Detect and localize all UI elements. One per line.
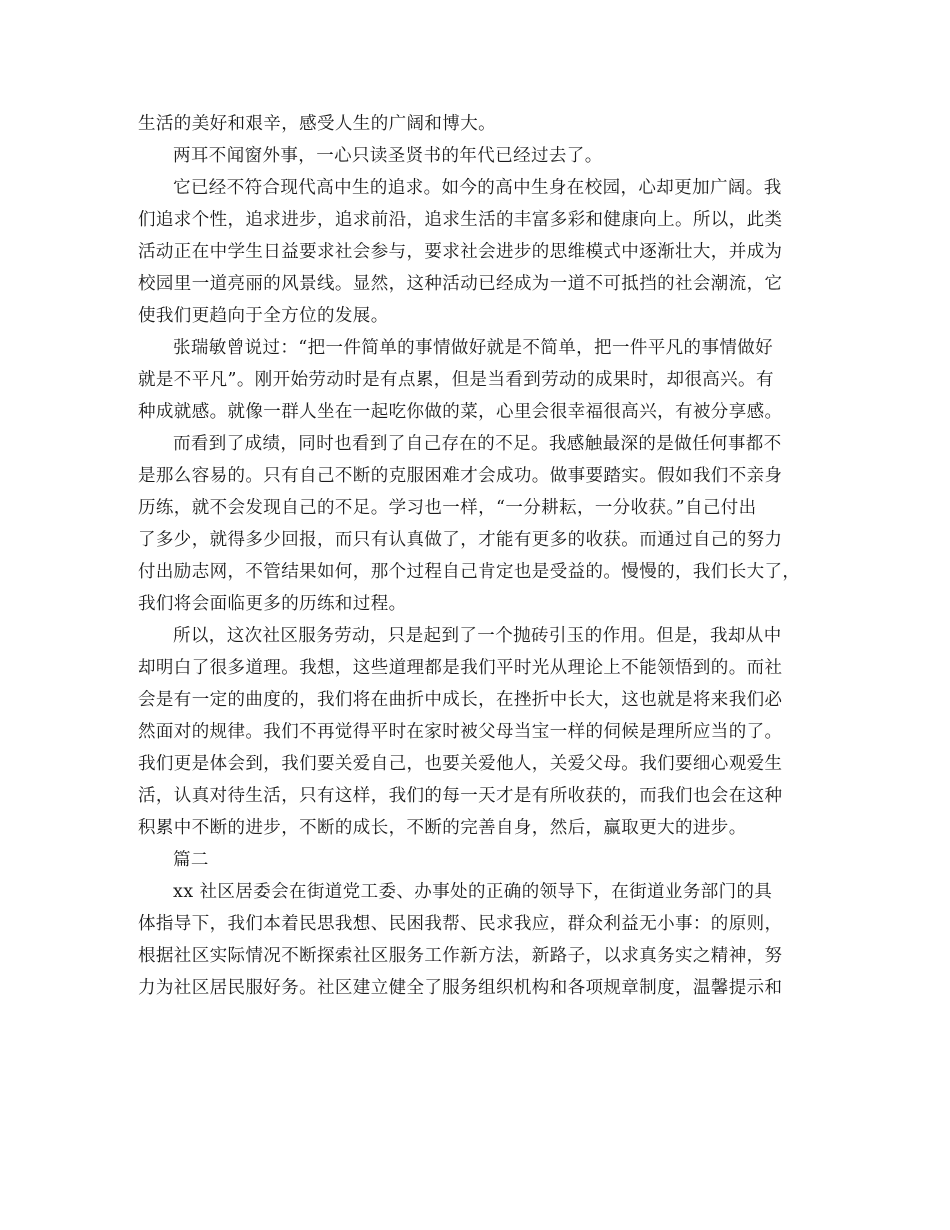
paragraph-start-line: xx 社区居委会在街道党工委、办事处的正确的领导下，在街道业务部门的具: [173, 882, 773, 902]
section-heading: 篇二: [173, 850, 209, 870]
text-line: 种成就感。就像一群人坐在一起吃你做的菜，心里会很幸福很高兴，有被分享感。: [138, 402, 783, 422]
text-line: 我们更是体会到，我们要关爱自己，也要关爱他人，关爱父母。我们要细心观爱生: [138, 754, 783, 774]
text-line: 生活的美好和艰辛，感受人生的广阔和博大。: [138, 114, 496, 134]
paragraph-start-line: 两耳不闻窗外事，一心只读圣贤书的年代已经过去了。: [173, 146, 603, 166]
text-line: 历练，就不会发现自己的不足。学习也一样，“一分耕耘，一分收获。”自己付出: [138, 498, 757, 518]
text-line: 体指导下，我们本着民思我想、民困我帮、民求我应，群众利益无小事：的原则，: [138, 914, 783, 934]
text-line: 校园里一道亮丽的风景线。显然，这种活动已经成为一道不可抵挡的社会潮流，它: [138, 274, 783, 294]
text-line: 使我们更趋向于全方位的发展。: [138, 306, 389, 326]
text-line: 们追求个性，追求进步，追求前沿，追求生活的丰富多彩和健康向上。所以，此类: [138, 210, 783, 230]
text-line: 积累中不断的进步，不断的成长，不断的完善自身，然后，赢取更大的进步。: [138, 818, 747, 838]
paragraph-start-line: 它已经不符合现代高中生的追求。如今的高中生身在校园，心却更加广阔。我: [173, 178, 782, 198]
text-line: 力为社区居民服好务。社区建立健全了服务组织机构和各项规章制度，温馨提示和: [138, 978, 783, 998]
text-line: 了多少，就得多少回报，而只有认真做了，才能有更多的收获。而通过自己的努力: [138, 530, 783, 550]
text-line: 活动正在中学生日益要求社会参与，要求社会进步的思维模式中逐渐壮大，并成为: [138, 242, 783, 262]
text-line: 付出励志网，不管结果如何，那个过程自己肯定也是受益的。慢慢的，我们长大了，: [138, 562, 801, 582]
paragraph-start-line: 而看到了成绩，同时也看到了自己存在的不足。我感触最深的是做任何事都不: [173, 434, 782, 454]
text-line: 然面对的规律。我们不再觉得平时在家时被父母当宝一样的伺候是理所应当的了。: [138, 722, 783, 742]
text-line: 就是不平凡”。刚开始劳动时是有点累，但是当看到劳动的成果时，却很高兴。有: [138, 370, 774, 390]
text-line: 我们将会面临更多的历练和过程。: [138, 594, 407, 614]
paragraph-start-line: 张瑞敏曾说过：“把一件简单的事情做好就是不简单，把一件平凡的事情做好: [173, 338, 774, 358]
document-body: [138, 108, 828, 1004]
text-line: 却明白了很多道理。我想，这些道理都是我们平时光从理论上不能领悟到的。而社: [138, 658, 783, 678]
text-line: 活，认真对待生活，只有这样，我们的每一天才是有所收获的，而我们也会在这种: [138, 786, 783, 806]
paragraph-start-line: 所以，这次社区服务劳动，只是起到了一个抛砖引玉的作用。但是，我却从中: [173, 626, 782, 646]
text-line: 根据社区实际情况不断探索社区服务工作新方法，新路子，以求真务实之精神，努: [138, 946, 783, 966]
text-line: 是那么容易的。只有自己不断的克服困难才会成功。做事要踏实。假如我们不亲身: [138, 466, 783, 486]
text-line: 会是有一定的曲度的，我们将在曲折中成长，在挫折中长大，这也就是将来我们必: [138, 690, 783, 710]
